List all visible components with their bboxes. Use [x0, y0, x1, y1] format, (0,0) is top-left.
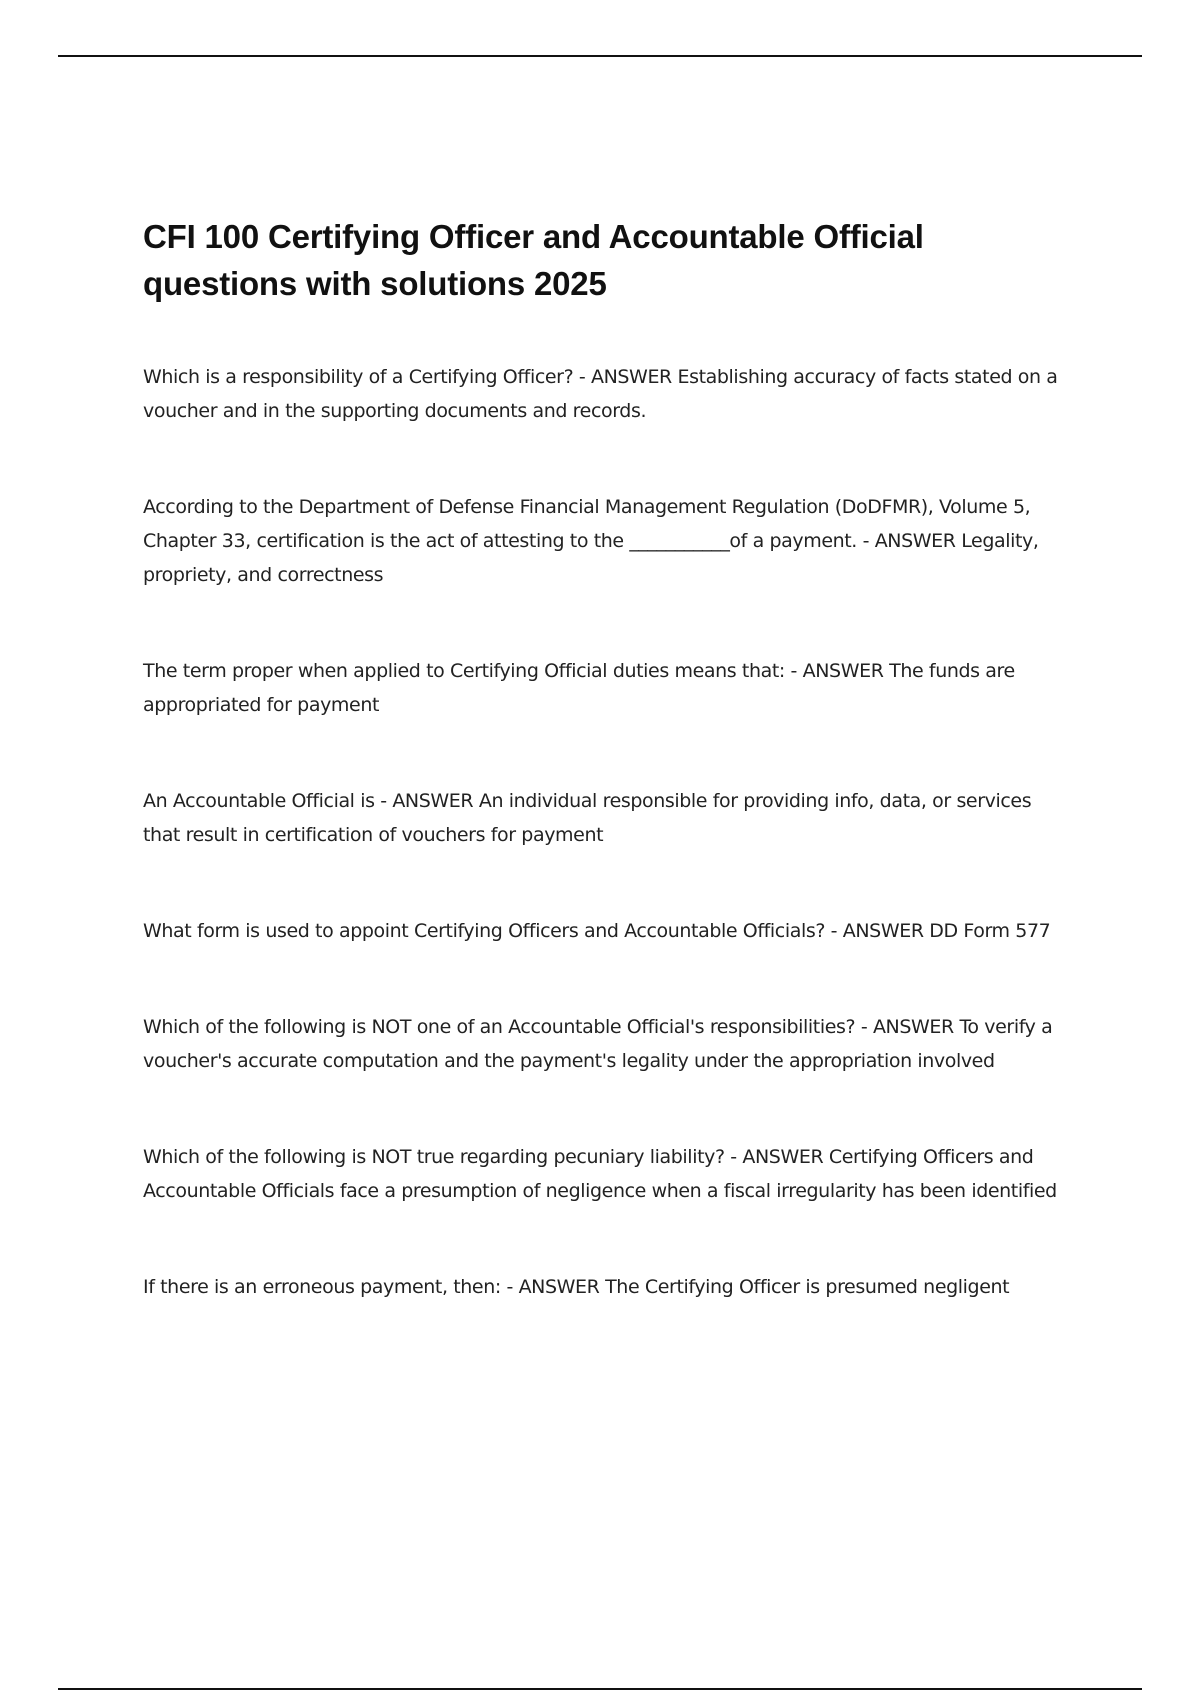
answer-text: To verify a voucher's accurate computation and the payment's legality under the appropriation involved	[143, 1016, 1053, 1072]
answer-separator: - ANSWER	[855, 1016, 960, 1038]
answer-text: Legality, propriety, and correctness	[143, 530, 1039, 586]
answer-text: An individual responsible for providing info, data, or services that result in certification of vouchers for payment	[143, 790, 1032, 846]
question-text: The term proper when applied to Certifying Official duties means that:	[143, 660, 785, 682]
answer-text: The funds are appropriated for payment	[143, 660, 1015, 716]
question-text: If there is an erroneous payment, then:	[143, 1276, 501, 1298]
question-text: Which of the following is NOT true regarding pecuniary liability?	[143, 1146, 725, 1168]
qa-item	[143, 360, 1063, 428]
answer-text: Certifying Officers and Accountable Officials face a presumption of negligence when a fiscal irregularity has been identified	[143, 1146, 1057, 1202]
question-text: An Accountable Official is	[143, 790, 375, 812]
qa-item	[143, 914, 1063, 948]
answer-text: Establishing accuracy of facts stated on a voucher and in the supporting documents and records.	[143, 366, 1058, 422]
question-text: Which is a responsibility of a Certifying Officer?	[143, 366, 574, 388]
answer-separator: - ANSWER	[825, 920, 930, 942]
qa-item	[143, 784, 1063, 852]
qa-item	[143, 1140, 1063, 1208]
qa-item	[143, 1010, 1063, 1078]
footer-rule	[58, 1688, 1142, 1690]
answer-separator: - ANSWER	[374, 790, 479, 812]
answer-separator: - ANSWER	[500, 1276, 606, 1298]
question-text: What form is used to appoint Certifying Officers and Accountable Officials?	[143, 920, 826, 942]
qa-list	[143, 360, 1063, 1304]
question-text: Which of the following is NOT one of an Accountable Official's responsibilities?	[143, 1016, 856, 1038]
answer-text: DD Form 577	[929, 920, 1051, 942]
answer-separator: - ANSWER	[573, 366, 678, 388]
answer-separator: - ANSWER	[784, 660, 890, 682]
answer-separator: - ANSWER	[856, 530, 962, 552]
page-title: CFI 100 Certifying Officer and Accountable Official questions with solutions 2025	[143, 218, 924, 302]
qa-item	[143, 654, 1063, 722]
answer-text: The Certifying Officer is presumed negligent	[605, 1276, 1010, 1298]
qa-item	[143, 490, 1063, 592]
qa-item	[143, 1270, 1063, 1304]
header-rule	[58, 55, 1142, 57]
answer-separator: - ANSWER	[724, 1146, 829, 1168]
question-text: According to the Department of Defense Financial Management Regulation (DoDFMR), Volume 5, Chapter 33, certification is the act of attesting to the ___________of a payment.	[143, 496, 1031, 552]
